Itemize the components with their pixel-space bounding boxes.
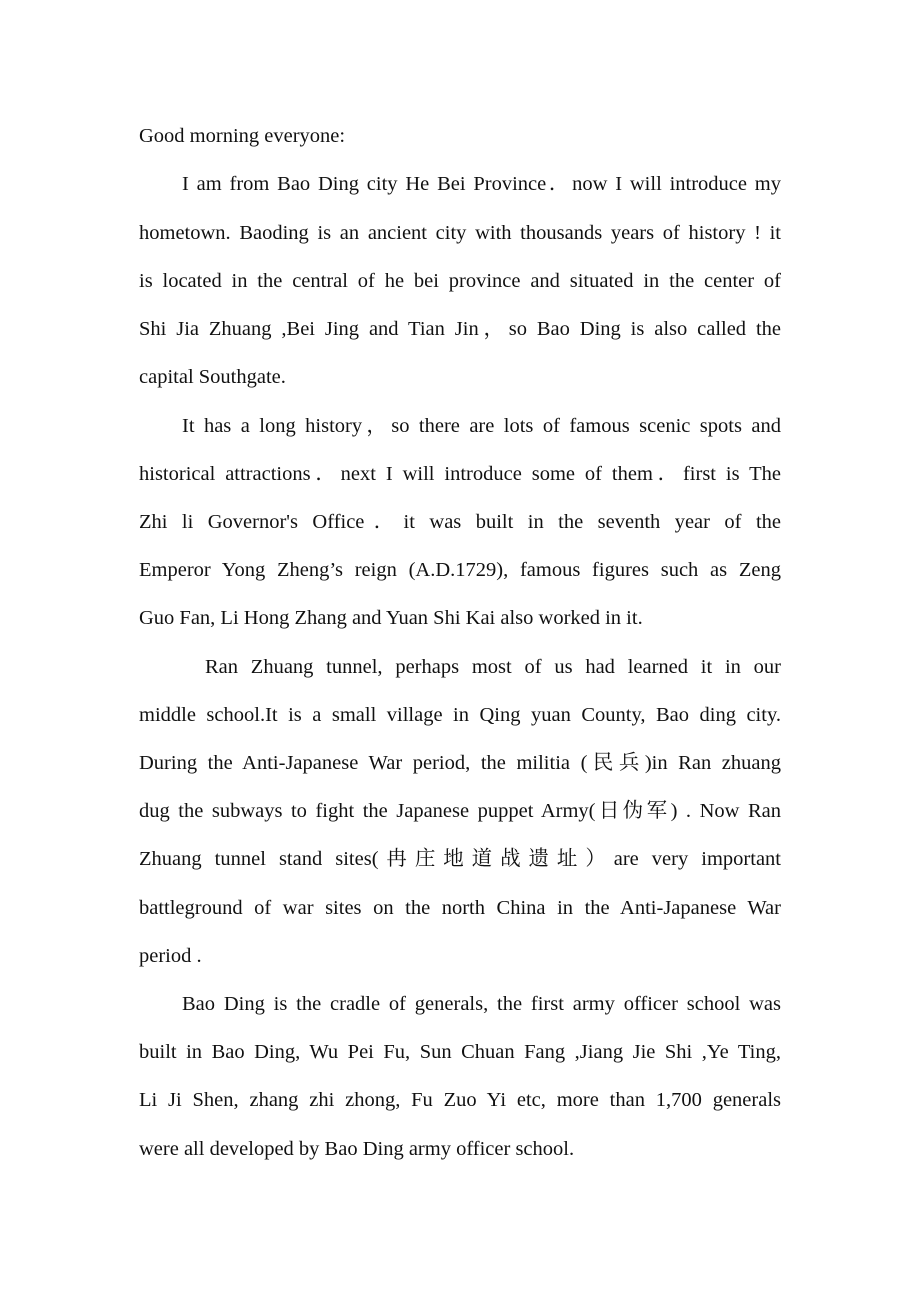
paragraph-1-line-1: I am from Bao Ding city He Bei Province．now I will introduce my: [182, 173, 781, 195]
greeting: Good morning everyone:: [139, 125, 346, 147]
paragraph-3-line-4: dug the subways to fight the Japanese puppet Army(日伪军) . Now Ran: [139, 800, 781, 822]
paragraph-2-line-5: Guo Fan, Li Hong Zhang and Yuan Shi Kai also worked in it.: [139, 607, 643, 629]
paragraph-2-line-1: It has a long history，so there are lots of famous scenic spots and: [182, 415, 781, 437]
paragraph-1-line-3: is located in the central of he bei province and situated in the center of: [139, 270, 781, 292]
paragraph-3-line-7: period .: [139, 945, 202, 967]
paragraph-3-line-5: Zhuang tunnel stand sites(冉庄地道战遗址）are very important: [139, 848, 781, 870]
paragraph-2-line-4: Emperor Yong Zheng’s reign (A.D.1729), famous figures such as Zeng: [139, 559, 781, 581]
paragraph-4-line-2: built in Bao Ding, Wu Pei Fu, Sun Chuan Fang ,Jiang Jie Shi ,Ye Ting,: [139, 1041, 781, 1063]
paragraph-1-line-5: capital Southgate.: [139, 366, 286, 388]
paragraph-1-line-4: Shi Jia Zhuang ,Bei Jing and Tian Jin，so Bao Ding is also called the: [139, 318, 781, 340]
paragraph-3-line-3: During the Anti-Japanese War period, the militia (民兵)in Ran zhuang: [139, 752, 781, 774]
paragraph-4-line-4: were all developed by Bao Ding army officer school.: [139, 1138, 575, 1160]
paragraph-4-line-3: Li Ji Shen, zhang zhi zhong, Fu Zuo Yi etc, more than 1,700 generals: [139, 1089, 781, 1111]
paragraph-3-line-2: middle school.It is a small village in Qing yuan County, Bao ding city.: [139, 704, 781, 726]
paragraph-2-line-2: historical attractions．next I will introduce some of them．first is The: [139, 463, 781, 485]
paragraph-4-line-1: Bao Ding is the cradle of generals, the first army officer school was: [182, 993, 781, 1015]
paragraph-1-line-2: hometown. Baoding is an ancient city with thousands years of history ! it: [139, 222, 781, 244]
paragraph-3-line-1: Ran Zhuang tunnel, perhaps most of us had learned it in our: [205, 656, 781, 678]
paragraph-2-line-3: Zhi li Governor's Office．it was built in the seventh year of the: [139, 511, 781, 533]
paragraph-3-line-6: battleground of war sites on the north China in the Anti-Japanese War: [139, 897, 781, 919]
